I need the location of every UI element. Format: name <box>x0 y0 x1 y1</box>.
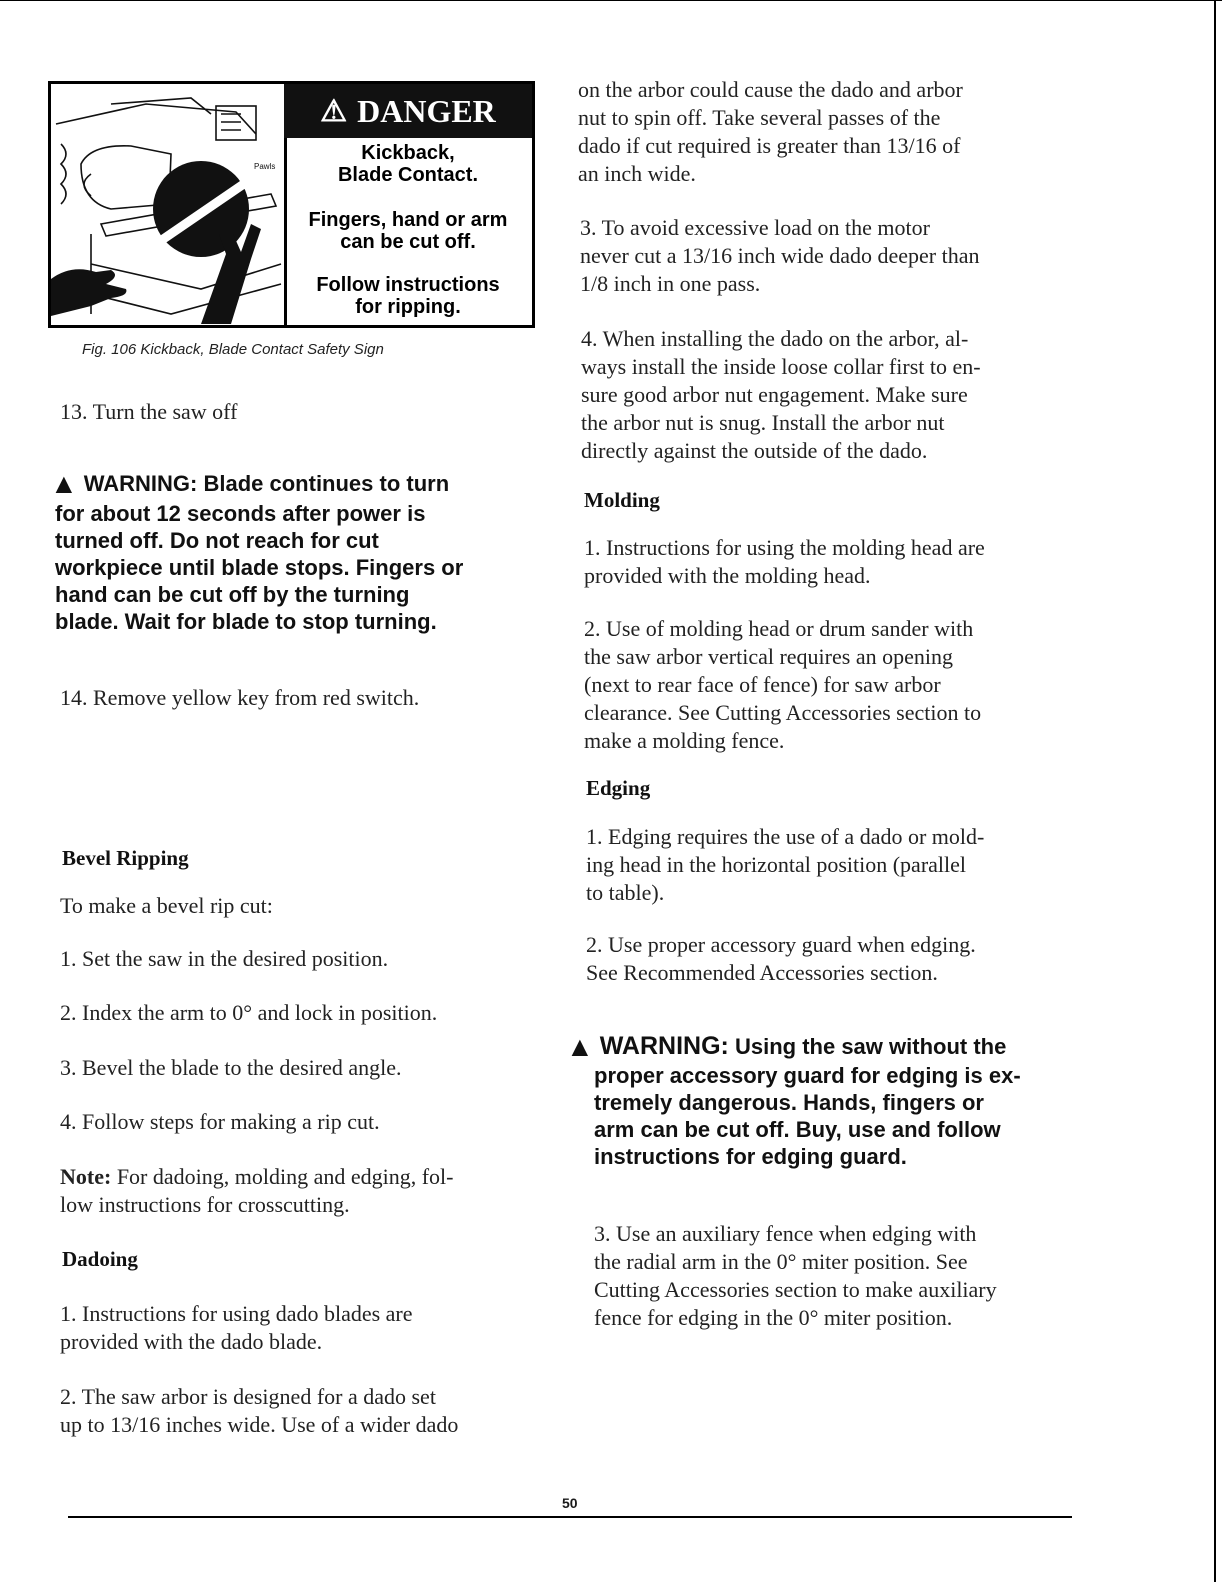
molding-2-line-5: make a molding fence. <box>584 728 785 753</box>
bevel-step-2: 2. Index the arm to 0° and lock in position. <box>60 1000 438 1025</box>
page-border-right <box>1214 0 1216 1582</box>
dado-2-line-2: up to 13/16 inches wide. Use of a wider dado <box>60 1412 459 1437</box>
warning-triangle-icon: ⚠ <box>320 94 348 128</box>
dado-4-line-4: the arbor nut is snug. Install the arbor nut <box>581 410 945 435</box>
dado-4-line-3: sure good arbor nut engagement. Make sure <box>581 382 968 407</box>
footer-rule <box>68 1516 1072 1518</box>
bevel-intro: To make a bevel rip cut: <box>60 893 273 918</box>
edging-1-line-3: to table). <box>586 880 665 905</box>
molding-1-line-2: provided with the molding head. <box>584 563 871 588</box>
page-number: 50 <box>562 1495 578 1511</box>
figure-caption: Fig. 106 Kickback, Blade Contact Safety Sign <box>82 341 384 358</box>
dado-4-line-1: 4. When installing the dado on the arbor, al- <box>581 326 969 351</box>
dado-4-line-2: ways install the inside loose collar first to en- <box>581 354 981 379</box>
dado-3-line-1: 3. To avoid excessive load on the motor <box>580 215 930 240</box>
edging-3-line-3: Cutting Accessories section to make auxiliary <box>594 1277 997 1302</box>
danger-safety-sign <box>48 81 535 328</box>
edging-2-line-1: 2. Use proper accessory guard when edging. <box>586 932 976 957</box>
sign-message-panel <box>284 84 532 325</box>
step-14: 14. Remove yellow key from red switch. <box>60 685 420 710</box>
warning2-line-5: instructions for edging guard. <box>594 1144 907 1169</box>
step-13: 13. Turn the saw off <box>60 399 238 424</box>
warning1-line-5: hand can be cut off by the turning <box>55 582 410 607</box>
note-label: Note: <box>60 1164 112 1189</box>
note-line-1: Note: For dadoing, molding and edging, fol- <box>60 1164 454 1189</box>
edging-1-line-1: 1. Edging requires the use of a dado or mold- <box>586 824 985 849</box>
dado-4-line-5: directly against the outside of the dado. <box>581 438 928 463</box>
warning2-line-2: proper accessory guard for edging is ex- <box>594 1063 1021 1088</box>
danger-header <box>284 84 532 138</box>
edging-2-line-2: See Recommended Accessories section. <box>586 960 938 985</box>
molding-2-line-3: (next to rear face of fence) for saw arbor <box>584 672 941 697</box>
dado-3-line-3: 1/8 inch in one pass. <box>580 271 761 296</box>
dado-3-line-2: never cut a 13/16 inch wide dado deeper than <box>580 243 980 268</box>
molding-2-line-2: the saw arbor vertical requires an opening <box>584 644 953 669</box>
dado-cont-line-3: dado if cut required is greater than 13/16 of <box>578 133 961 158</box>
dado-2-line-1: 2. The saw arbor is designed for a dado set <box>60 1384 436 1409</box>
bevel-step-1: 1. Set the saw in the desired position. <box>60 946 389 971</box>
sign-line-follow: Follow instructions <box>316 274 500 296</box>
warning1-line-4: workpiece until blade stops. Fingers or <box>55 555 464 580</box>
edging-3-line-2: the radial arm in the 0° miter position. See <box>594 1249 968 1274</box>
dado-cont-line-2: nut to spin off. Take several passes of the <box>578 105 941 130</box>
saw-kickback-drawing <box>51 84 284 325</box>
molding-1-line-1: 1. Instructions for using the molding head are <box>584 535 985 560</box>
sign-line-kickback: Kickback, <box>361 142 455 164</box>
warning-triangle-icon: ▲ <box>566 1031 594 1062</box>
bevel-step-3: 3. Bevel the blade to the desired angle. <box>60 1055 402 1080</box>
sign-line-ripping: for ripping. <box>355 296 461 318</box>
heading-bevel-ripping: Bevel Ripping <box>62 846 189 870</box>
bevel-step-4: 4. Follow steps for making a rip cut. <box>60 1109 380 1134</box>
warning2-line-4: arm can be cut off. Buy, use and follow <box>594 1117 1001 1142</box>
warning1-line-3: turned off. Do not reach for cut <box>55 528 379 553</box>
warning1-line-2: for about 12 seconds after power is <box>55 501 426 526</box>
sign-line-cut-off: can be cut off. <box>340 231 476 253</box>
molding-2-line-4: clearance. See Cutting Accessories section to <box>584 700 982 725</box>
edging-1-line-2: ing head in the horizontal position (parallel <box>586 852 967 877</box>
page-border-top <box>0 0 1222 1</box>
warning1-line-1: ▲ WARNING: Blade continues to turn <box>50 468 450 499</box>
warning2-line-1: ▲ WARNING: Using the saw without the <box>566 1031 1007 1062</box>
warning1-line-6: blade. Wait for blade to stop turning. <box>55 609 437 634</box>
warning-triangle-icon: ▲ <box>50 468 78 499</box>
dado-1-line-1: 1. Instructions for using dado blades are <box>60 1301 413 1326</box>
sign-line-fingers: Fingers, hand or arm <box>308 209 508 231</box>
edging-3-line-4: fence for edging in the 0° miter position. <box>594 1305 953 1330</box>
pawls-label: Pawls <box>254 162 276 171</box>
heading-molding: Molding <box>584 488 660 512</box>
heading-dadoing: Dadoing <box>62 1247 138 1271</box>
dado-cont-line-1: on the arbor could cause the dado and arbor <box>578 77 963 102</box>
molding-2-line-1: 2. Use of molding head or drum sander with <box>584 616 974 641</box>
danger-header-label: DANGER <box>357 92 496 129</box>
dado-1-line-2: provided with the dado blade. <box>60 1329 323 1354</box>
heading-edging: Edging <box>586 776 651 800</box>
kickback-illustration <box>51 84 287 325</box>
edging-3-line-1: 3. Use an auxiliary fence when edging with <box>594 1221 977 1246</box>
dado-cont-line-4: an inch wide. <box>578 161 696 186</box>
note-line-2: low instructions for crosscutting. <box>60 1192 350 1217</box>
warning2-line-3: tremely dangerous. Hands, fingers or <box>594 1090 984 1115</box>
sign-line-blade-contact: Blade Contact. <box>337 164 479 186</box>
